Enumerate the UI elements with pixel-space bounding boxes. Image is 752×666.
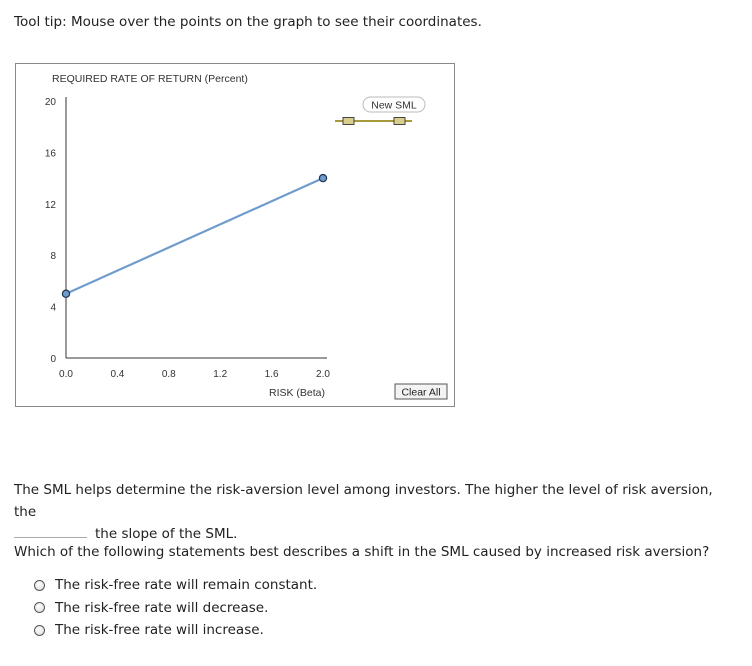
x-tick-label: 2.0 bbox=[316, 369, 330, 380]
y-tick-label: 0 bbox=[50, 354, 56, 365]
y-tick-label: 20 bbox=[44, 97, 56, 108]
y-tick-label: 12 bbox=[44, 199, 56, 211]
answer-blank-dropdown[interactable] bbox=[14, 527, 87, 538]
option-label: The risk-free rate will remain constant. bbox=[55, 577, 318, 594]
paragraph-text-after: the slope of the SML. bbox=[95, 526, 238, 542]
question-text: Which of the following statements best describes a shift in the SML caused by increased risk aversion? bbox=[14, 544, 710, 560]
clear-all-button[interactable] bbox=[395, 384, 447, 399]
paragraph-text-before: The SML helps determine the risk-aversion level among investors. The higher the level of risk aversion, the bbox=[14, 482, 713, 520]
option-label: The risk-free rate will decrease. bbox=[55, 599, 269, 616]
x-tick-label: 0.8 bbox=[161, 369, 176, 380]
answer-options bbox=[34, 574, 317, 642]
sml-chart bbox=[16, 64, 454, 406]
sml-paragraph bbox=[14, 479, 734, 545]
sml-point[interactable] bbox=[319, 175, 326, 182]
y-tick-label: 4 bbox=[50, 302, 56, 314]
option-decrease[interactable] bbox=[34, 597, 317, 620]
x-tick-label: 1.2 bbox=[213, 369, 228, 380]
new-sml-handle-left[interactable] bbox=[343, 118, 354, 125]
y-tick-label: 8 bbox=[50, 251, 56, 263]
y-axis-label: REQUIRED RATE OF RETURN (Percent) bbox=[52, 73, 248, 85]
new-sml-label: New SML bbox=[371, 99, 417, 112]
sml-graph-panel bbox=[15, 63, 455, 407]
radio-button[interactable] bbox=[34, 625, 45, 636]
x-tick-label: 0.0 bbox=[59, 369, 73, 380]
tooltip-text: Tool tip: Mouse over the points on the graph to see their coordinates. bbox=[14, 14, 482, 30]
option-increase[interactable] bbox=[34, 619, 317, 642]
option-remain-constant[interactable] bbox=[34, 574, 317, 597]
option-label: The risk-free rate will increase. bbox=[55, 622, 264, 639]
y-tick-label: 16 bbox=[44, 148, 56, 160]
new-sml-handle-right[interactable] bbox=[394, 118, 405, 125]
radio-button[interactable] bbox=[34, 602, 45, 613]
sml-point[interactable] bbox=[62, 290, 69, 297]
new-sml-tool[interactable] bbox=[335, 97, 425, 125]
radio-button[interactable] bbox=[34, 580, 45, 591]
x-tick-label: 0.4 bbox=[110, 369, 125, 380]
x-axis-label: RISK (Beta) bbox=[268, 387, 326, 399]
clear-all-label: Clear All bbox=[401, 386, 441, 399]
x-tick-label: 1.6 bbox=[264, 369, 279, 380]
sml-line bbox=[66, 178, 323, 294]
